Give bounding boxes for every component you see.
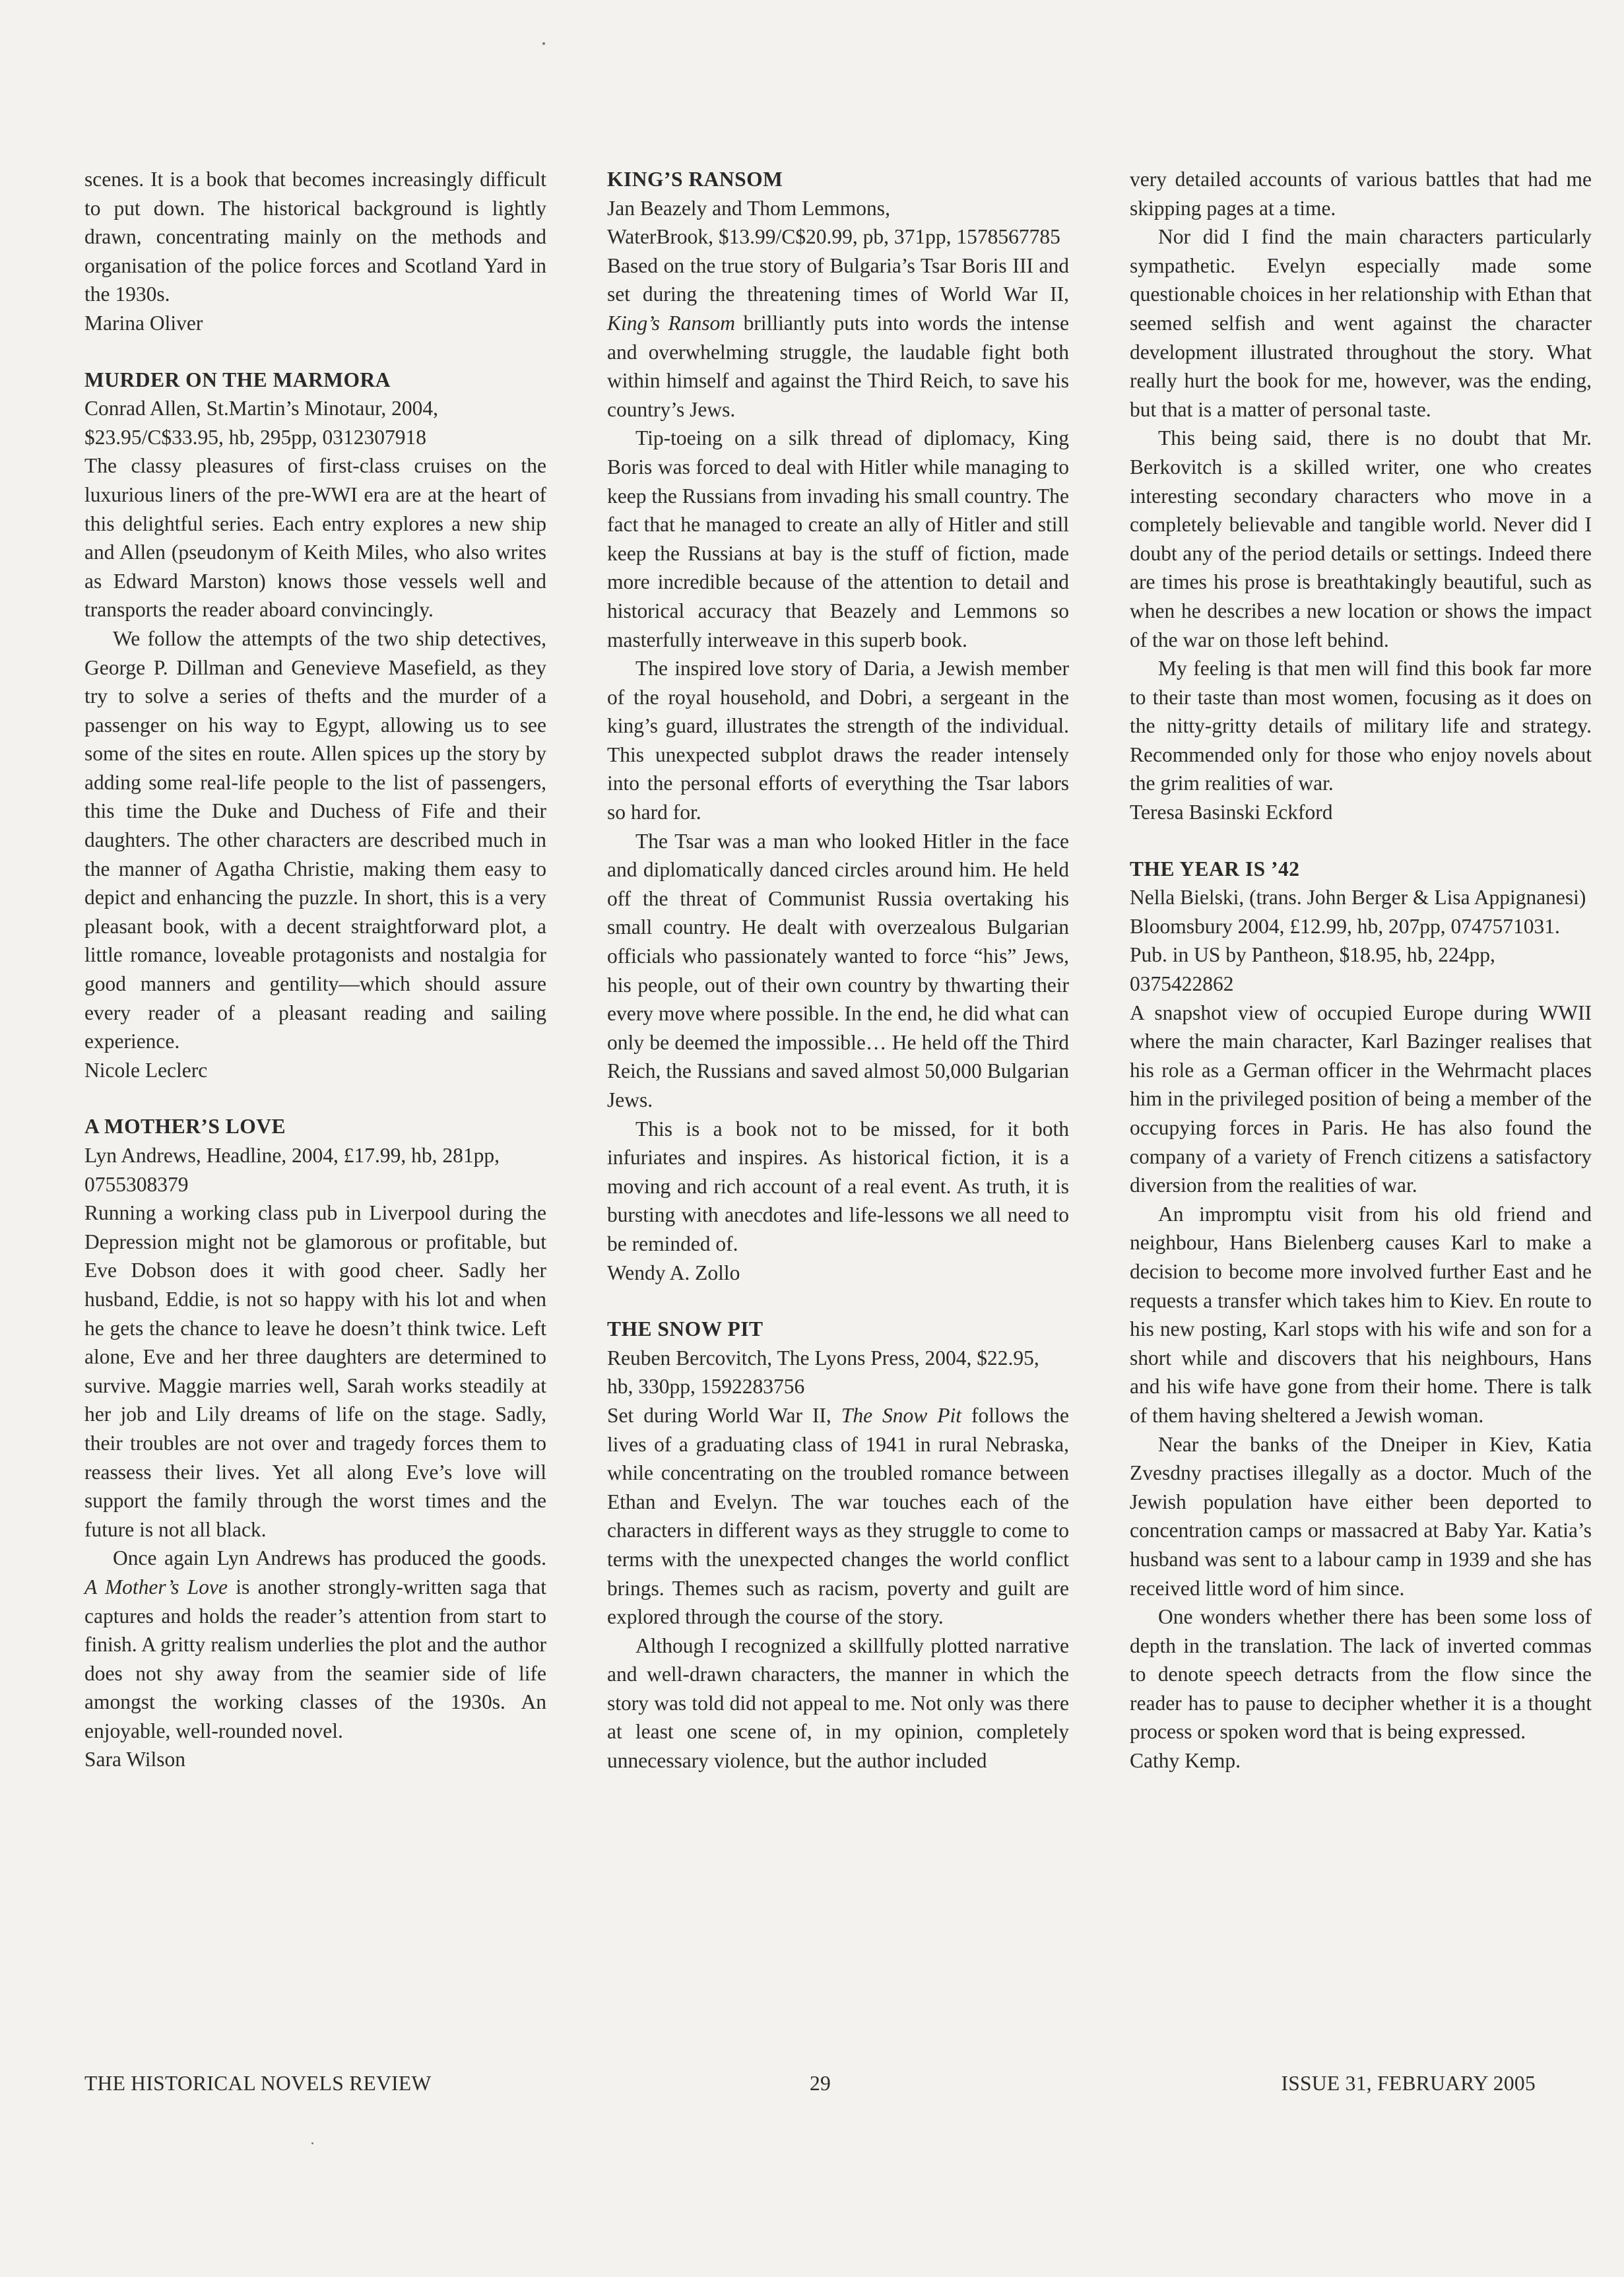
text-run: Set during World War II, bbox=[607, 1403, 841, 1427]
review-paragraph: Running a working class pub in Liverpool during the Depression might not be glamorous or profitable, but Eve Dobson does it with good cheer. Sadly her husband, Eddie, is not so happy with his lot and when he gets the chance to leave he doesn’t think twice. Left alone, Eve and her three daughters are determined to survive. Maggie marries well, Sarah works steadily at her job and Lily dreams of life on the stage. Sadly, their troubles are not over and tragedy forces them to reassess their lives. Yet all along Eve’s love will support the family through the worst times and the future is not all black. bbox=[84, 1201, 546, 1541]
book-meta: Lyn Andrews, Headline, 2004, £17.99, hb, 281pp, 0755308379 bbox=[84, 1144, 500, 1196]
review-paragraph: The Tsar was a man who looked Hitler in the face and diplomatically danced circles around him. He held off the threat of Communist Russia overtaking his small country. He dealt with overzealous Bulgarian officials who passionately wanted to force “his” Jews, his people, out of their own country by thwarting their every move where possible. In the end, he did what can only be deemed the impossible… He held off the Third Reich, the Russians and saved almost 50,000 Bulgarian Jews. bbox=[607, 829, 1069, 1111]
reviewer-name: Nicole Leclerc bbox=[84, 1058, 208, 1082]
review-paragraph: A snapshot view of occupied Europe during WWII where the main character, Karl Bazinger realises that his role as a German officer in the Wehrmacht places him in the privileged position of being a member of the occupying forces in Paris. He has also found the company of a variety of French citizens a satisfactory diversion from the realities of war. bbox=[1130, 1001, 1592, 1197]
review-paragraph: Although I recognized a skillfully plotted narrative and well-drawn characters, the manner in which the story was told did not appeal to me. Not only was there at least one scene of, in my opinion, completely unnecessary violence, but the author included bbox=[607, 1634, 1069, 1773]
column-middle bbox=[607, 165, 1069, 1775]
footer-page-number: 29 bbox=[809, 2072, 831, 2095]
review-paragraph: Tip-toeing on a silk thread of diplomacy, King Boris was forced to deal with Hitler while managing to keep the Russians from invading his small country. The fact that he managed to create an ally of Hitler and still keep the Russians at bay is the stuff of fiction, made more incredible because of the attention to detail and historical accuracy that Beazely and Lemmons so masterfully interweave in this superb book. bbox=[607, 426, 1069, 651]
reviewer-name: Cathy Kemp. bbox=[1130, 1749, 1241, 1773]
column-left bbox=[84, 165, 546, 1774]
text-run: brilliantly puts into words the intense and overwhelming struggle, the laudable fight both within himself and against the Third Reich, to save his country’s Jews. bbox=[607, 311, 1070, 421]
book-title-italic: The Snow Pit bbox=[841, 1403, 962, 1427]
text-run: Once again Lyn Andrews has produced the goods. bbox=[113, 1546, 546, 1570]
review-paragraph: This being said, there is no doubt that Mr. Berkovitch is a skilled writer, one who creates interesting secondary characters who move in a completely believable and tangible world. Never did I doubt any of the period details or settings. Indeed there are times his prose is breathtakingly beautiful, such as when he describes a new location or shows the impact of the war on those left behind. bbox=[1130, 426, 1592, 651]
scan-speck bbox=[542, 42, 545, 45]
book-title-italic: King’s Ransom bbox=[607, 311, 736, 335]
review-title-the-year-is-42: THE YEAR IS ’42 bbox=[1130, 857, 1300, 880]
review-title-murder-on-the-marmora: MURDER ON THE MARMORA bbox=[84, 368, 391, 391]
review-paragraph bbox=[607, 1401, 1069, 1632]
text-run: follows the lives of a graduating class of 1941 in rural Nebraska, while concentrating on the troubled romance between Ethan and Evelyn. The war touches each of the characters in different ways as they struggle to come to terms with the unexpected changes the world conflict brings. Themes such as racism, poverty and guilt are explored through the course of the story. bbox=[607, 1403, 1069, 1629]
text-run: is another strongly-written saga that captures and holds the reader’s attention from start to finish. A gritty realism underlies the plot and the author does not shy away from the seamier side of life amongst the working classes of the 1930s. An enjoyable, well-rounded novel. bbox=[84, 1575, 546, 1742]
book-meta: WaterBrook, $13.99/C$20.99, pb, 371pp, 1578567785 bbox=[607, 225, 1060, 249]
review-paragraph: An impromptu visit from his old friend and neighbour, Hans Bielenberg causes Karl to make a decision to become more involved further East and he requests a transfer which takes him to Kiev. En route to his new posting, Karl stops with his wife and son for a short while and discovers that his neighbours, Hans and his wife have gone from their home. There is talk of them having sheltered a Jewish woman. bbox=[1130, 1202, 1592, 1427]
footer-publication-name: THE HISTORICAL NOVELS REVIEW bbox=[84, 2072, 432, 2095]
review-paragraph: very detailed accounts of various battles that had me skipping pages at a time. bbox=[1130, 168, 1592, 220]
book-meta: Nella Bielski, (trans. John Berger & Lisa Appignanesi) Bloomsbury 2004, £12.99, hb, 207pp, 0747571031. Pub. in US by Pantheon, $18.95, hb, 224pp, 0375422862 bbox=[1130, 886, 1586, 996]
reviewer-name: Sara Wilson bbox=[84, 1748, 186, 1771]
review-paragraph: The classy pleasures of first-class cruises on the luxurious liners of the pre-WWI era are at the heart of this delightful series. Each entry explores a new ship and Allen (pseudonym of Keith Miles, who also writes as Edward Marston) knows those vessels well and transports the reader aboard convincingly. bbox=[84, 454, 546, 622]
review-title-a-mothers-love: A MOTHER’S LOVE bbox=[84, 1115, 286, 1138]
review-paragraph: My feeling is that men will find this book far more to their taste than most women, focusing as it does on the nitty-gritty details of military life and strategy. Recommended only for those who enjoy novels about the grim realities of war. bbox=[1130, 657, 1592, 795]
review-paragraph: One wonders whether there has been some loss of depth in the translation. The lack of inverted commas to denote speech detracts from the flow since the reader has to pause to decipher whether it is a thought process or spoken word that is being expressed. bbox=[1130, 1605, 1592, 1744]
scan-speck bbox=[311, 2142, 313, 2144]
review-title-kings-ransom: KING’S RANSOM bbox=[607, 168, 783, 191]
column-right bbox=[1130, 165, 1592, 1775]
reviewer-name: Teresa Basinski Eckford bbox=[1130, 801, 1333, 824]
review-paragraph: The inspired love story of Daria, a Jewish member of the royal household, and Dobri, a sergeant in the king’s guard, illustrates the strength of the individual. This unexpected subplot draws the reader intensely into the personal efforts of everything the Tsar labors so hard for. bbox=[607, 657, 1069, 824]
reviewer-name: Wendy A. Zollo bbox=[607, 1261, 740, 1284]
reviewer-name: Marina Oliver bbox=[84, 311, 203, 335]
review-paragraph: We follow the attempts of the two ship detectives, George P. Dillman and Genevieve Masefield, as they try to solve a series of thefts and the murder of a passenger on his way to Egypt, allowing us to see some of the sites en route. Allen spices up the story by adding some real-life people to the list of passengers, this time the Duke and Duchess of Fife and their daughters. The other characters are described much in the manner of Agatha Christie, making them easy to depict and enhancing the puzzle. In short, this is a very pleasant book, with a decent straightforward plot, a little romance, loveable protagonists and nostalgia for good manners and gentility—which should assure every reader of a pleasant reading and sailing experience. bbox=[84, 626, 546, 1053]
footer-issue-date: ISSUE 31, FEBRUARY 2005 bbox=[1281, 2072, 1536, 2095]
review-paragraph: Nor did I find the main characters particularly sympathetic. Evelyn especially made some questionable choices in her relationship with Ethan that seemed selfish and went against the character development illustrated throughout the story. What really hurt the book for me, however, was the ending, but that is a matter of personal taste. bbox=[1130, 225, 1592, 421]
text-run: Based on the true story of Bulgaria’s Tsar Boris III and set during the threatening times of World War II, bbox=[607, 253, 1069, 306]
book-meta: Conrad Allen, St.Martin’s Minotaur, 2004, $23.95/C$33.95, hb, 295pp, 0312307918 bbox=[84, 397, 438, 449]
review-paragraph bbox=[607, 251, 1069, 424]
review-title-the-snow-pit: THE SNOW PIT bbox=[607, 1317, 763, 1341]
review-paragraph: scenes. It is a book that becomes increasingly difficult to put down. The historical background is lightly drawn, concentrating mainly on the methods and organisation of the police forces and Scotland Yard in the 1930s. bbox=[84, 168, 546, 306]
review-paragraph: This is a book not to be missed, for it both infuriates and inspires. As historical fiction, it is a moving and rich account of a real event. As truth, it is bursting with anecdotes and life-lessons we all need to be reminded of. bbox=[607, 1117, 1069, 1255]
book-meta: Reuben Bercovitch, The Lyons Press, 2004, $22.95, hb, 330pp, 1592283756 bbox=[607, 1346, 1039, 1399]
review-paragraph bbox=[84, 1544, 546, 1745]
book-title-italic: A Mother’s Love bbox=[84, 1575, 228, 1599]
review-paragraph: Near the banks of the Dneiper in Kiev, Katia Zvesdny practises illegally as a doctor. Much of the Jewish population have either been deported to concentration camps or massacred at Baby Yar. Katia’s husband was sent to a labour camp in 1939 and she has received little word of him since. bbox=[1130, 1432, 1592, 1600]
book-authors: Jan Beazely and Thom Lemmons, bbox=[607, 196, 890, 220]
